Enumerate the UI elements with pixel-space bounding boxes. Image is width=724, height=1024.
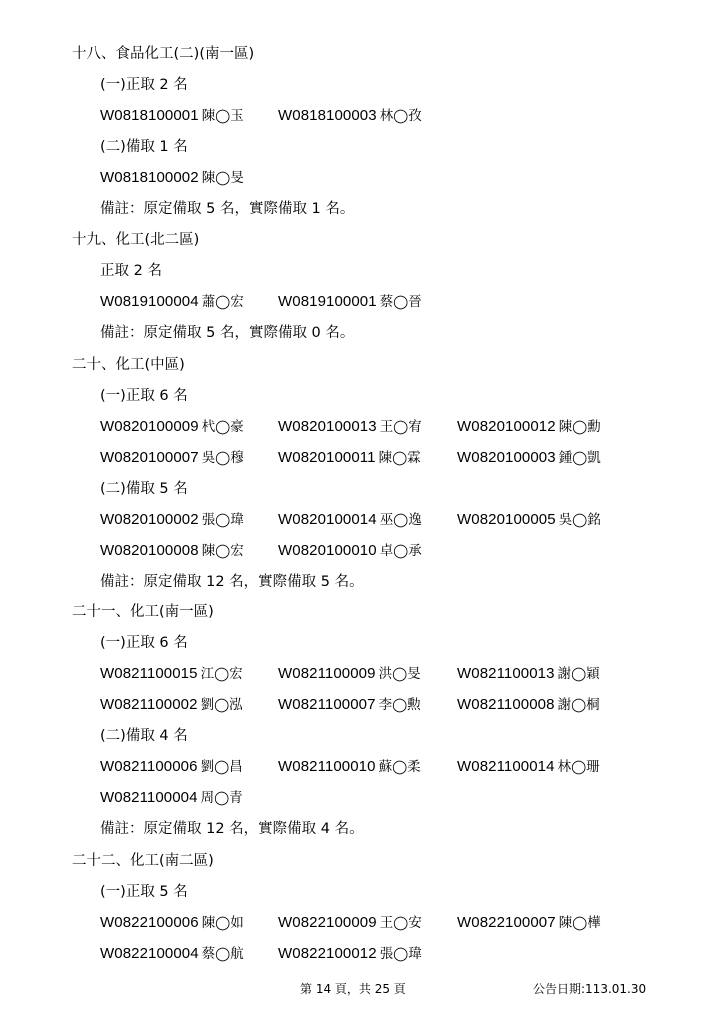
candidate-entry bbox=[100, 169, 244, 187]
candidate-name: 劉◯泓 bbox=[200, 697, 243, 713]
group-label: (一)正取 2 名 bbox=[100, 77, 188, 93]
candidate-entry bbox=[278, 107, 422, 125]
candidate-entry bbox=[278, 449, 421, 467]
section-title: 二十二、化工(南二區) bbox=[72, 853, 214, 869]
candidate-name: 陳◯樺 bbox=[558, 915, 601, 931]
candidate-id: W0820100009 bbox=[100, 418, 199, 435]
section-title: 二十一、化工(南一區) bbox=[72, 604, 214, 620]
announcement-date: 公告日期:113.01.30 bbox=[533, 982, 647, 996]
candidate-entry bbox=[278, 542, 422, 560]
candidate-id: W0820100014 bbox=[278, 511, 377, 528]
candidate-name: 陳◯宏 bbox=[201, 543, 244, 559]
candidate-name: 李◯勲 bbox=[378, 697, 421, 713]
candidate-entry bbox=[278, 945, 422, 963]
candidate-entry bbox=[100, 945, 244, 963]
candidate-name: 周◯青 bbox=[200, 790, 243, 806]
candidate-entry bbox=[457, 418, 601, 436]
candidate-id: W0822100009 bbox=[278, 914, 377, 931]
candidate-name: 劉◯昌 bbox=[200, 759, 243, 775]
candidate-entry bbox=[100, 789, 243, 807]
candidate-id: W0818100001 bbox=[100, 107, 199, 124]
candidate-id: W0821100008 bbox=[457, 696, 555, 713]
candidate-id: W0818100003 bbox=[278, 107, 377, 124]
candidate-name: 林◯珊 bbox=[557, 759, 600, 775]
candidate-id: W0820100012 bbox=[457, 418, 556, 435]
candidate-id: W0821100014 bbox=[457, 758, 555, 775]
candidate-id: W0821100004 bbox=[100, 789, 198, 806]
candidate-entry bbox=[457, 914, 601, 932]
page-number: 第 14 頁，共 25 頁 bbox=[300, 982, 406, 996]
candidate-name: 王◯安 bbox=[379, 915, 422, 931]
candidate-entry bbox=[278, 758, 421, 776]
candidate-entry bbox=[457, 511, 601, 529]
candidate-name: 謝◯穎 bbox=[557, 666, 600, 682]
candidate-name: 謝◯桐 bbox=[557, 697, 600, 713]
group-label: (二)備取 4 名 bbox=[100, 728, 188, 744]
candidate-id: W0821100010 bbox=[278, 758, 376, 775]
remark-note: 備註：原定備取 5 名，實際備取 1 名。 bbox=[100, 201, 355, 217]
candidate-id: W0820100011 bbox=[278, 449, 376, 466]
candidate-entry bbox=[100, 449, 244, 467]
candidate-id: W0819100004 bbox=[100, 293, 199, 310]
candidate-name: 張◯瑋 bbox=[201, 512, 244, 528]
candidate-entry bbox=[278, 293, 422, 311]
section-title: 十九、化工(北二區) bbox=[72, 232, 200, 248]
candidate-id: W0821100015 bbox=[100, 665, 198, 682]
candidate-name: 林◯孜 bbox=[379, 108, 422, 124]
candidate-name: 洪◯旻 bbox=[378, 666, 421, 682]
candidate-name: 江◯宏 bbox=[200, 666, 243, 682]
candidate-name: 杙◯豪 bbox=[201, 419, 244, 435]
candidate-entry bbox=[278, 696, 421, 714]
candidate-name: 吳◯銘 bbox=[558, 512, 601, 528]
section-title: 二十、化工(中區) bbox=[72, 357, 185, 373]
candidate-id: W0821100006 bbox=[100, 758, 198, 775]
candidate-name: 陳◯旻 bbox=[201, 170, 244, 186]
candidate-id: W0820100010 bbox=[278, 542, 377, 559]
candidate-id: W0820100013 bbox=[278, 418, 377, 435]
candidate-name: 蕭◯宏 bbox=[201, 294, 244, 310]
remark-note: 備註：原定備取 5 名，實際備取 0 名。 bbox=[100, 325, 355, 341]
candidate-id: W0821100007 bbox=[278, 696, 376, 713]
candidate-name: 蔡◯航 bbox=[201, 946, 244, 962]
candidate-entry bbox=[100, 107, 244, 125]
candidate-entry bbox=[100, 511, 244, 529]
candidate-name: 巫◯逸 bbox=[379, 512, 422, 528]
candidate-entry bbox=[278, 511, 422, 529]
group-label: (一)正取 6 名 bbox=[100, 388, 188, 404]
candidate-entry bbox=[100, 914, 244, 932]
candidate-entry bbox=[278, 665, 421, 683]
candidate-id: W0822100004 bbox=[100, 945, 199, 962]
candidate-name: 吳◯穆 bbox=[201, 450, 244, 466]
group-label: (一)正取 5 名 bbox=[100, 884, 188, 900]
candidate-name: 卓◯承 bbox=[379, 543, 422, 559]
candidate-name: 陳◯玉 bbox=[201, 108, 244, 124]
candidate-entry bbox=[278, 418, 422, 436]
candidate-name: 張◯瑋 bbox=[379, 946, 422, 962]
candidate-id: W0820100003 bbox=[457, 449, 556, 466]
candidate-id: W0820100005 bbox=[457, 511, 556, 528]
candidate-id: W0818100002 bbox=[100, 169, 199, 186]
candidate-id: W0820100007 bbox=[100, 449, 199, 466]
candidate-entry bbox=[100, 758, 243, 776]
candidate-name: 陳◯如 bbox=[201, 915, 244, 931]
remark-note: 備註：原定備取 12 名，實際備取 4 名。 bbox=[100, 821, 364, 837]
candidate-id: W0821100009 bbox=[278, 665, 376, 682]
candidate-entry bbox=[457, 449, 601, 467]
candidate-name: 陳◯勳 bbox=[558, 419, 601, 435]
candidate-entry bbox=[457, 696, 600, 714]
candidate-entry bbox=[100, 418, 244, 436]
candidate-id: W0820100008 bbox=[100, 542, 199, 559]
group-label: (二)備取 5 名 bbox=[100, 481, 188, 497]
candidate-name: 王◯宥 bbox=[379, 419, 422, 435]
candidate-name: 陳◯霖 bbox=[378, 450, 421, 466]
candidate-name: 蘇◯柔 bbox=[378, 759, 421, 775]
candidate-entry bbox=[457, 758, 600, 776]
section-title: 十八、食品化工(二)(南一區) bbox=[72, 46, 255, 62]
candidate-entry bbox=[278, 914, 422, 932]
group-label: (二)備取 1 名 bbox=[100, 139, 188, 155]
candidate-id: W0821100013 bbox=[457, 665, 555, 682]
candidate-entry bbox=[100, 696, 243, 714]
candidate-id: W0820100002 bbox=[100, 511, 199, 528]
group-label: 正取 2 名 bbox=[100, 263, 162, 279]
candidate-name: 蔡◯晉 bbox=[379, 294, 422, 310]
group-label: (一)正取 6 名 bbox=[100, 635, 188, 651]
candidate-id: W0822100006 bbox=[100, 914, 199, 931]
candidate-entry bbox=[100, 542, 244, 560]
candidate-entry bbox=[100, 293, 244, 311]
candidate-name: 鍾◯凱 bbox=[558, 450, 601, 466]
candidate-id: W0819100001 bbox=[278, 293, 377, 310]
candidate-id: W0821100002 bbox=[100, 696, 198, 713]
remark-note: 備註：原定備取 12 名，實際備取 5 名。 bbox=[100, 574, 364, 590]
candidate-entry bbox=[457, 665, 600, 683]
candidate-id: W0822100012 bbox=[278, 945, 377, 962]
candidate-entry bbox=[100, 665, 243, 683]
candidate-id: W0822100007 bbox=[457, 914, 556, 931]
